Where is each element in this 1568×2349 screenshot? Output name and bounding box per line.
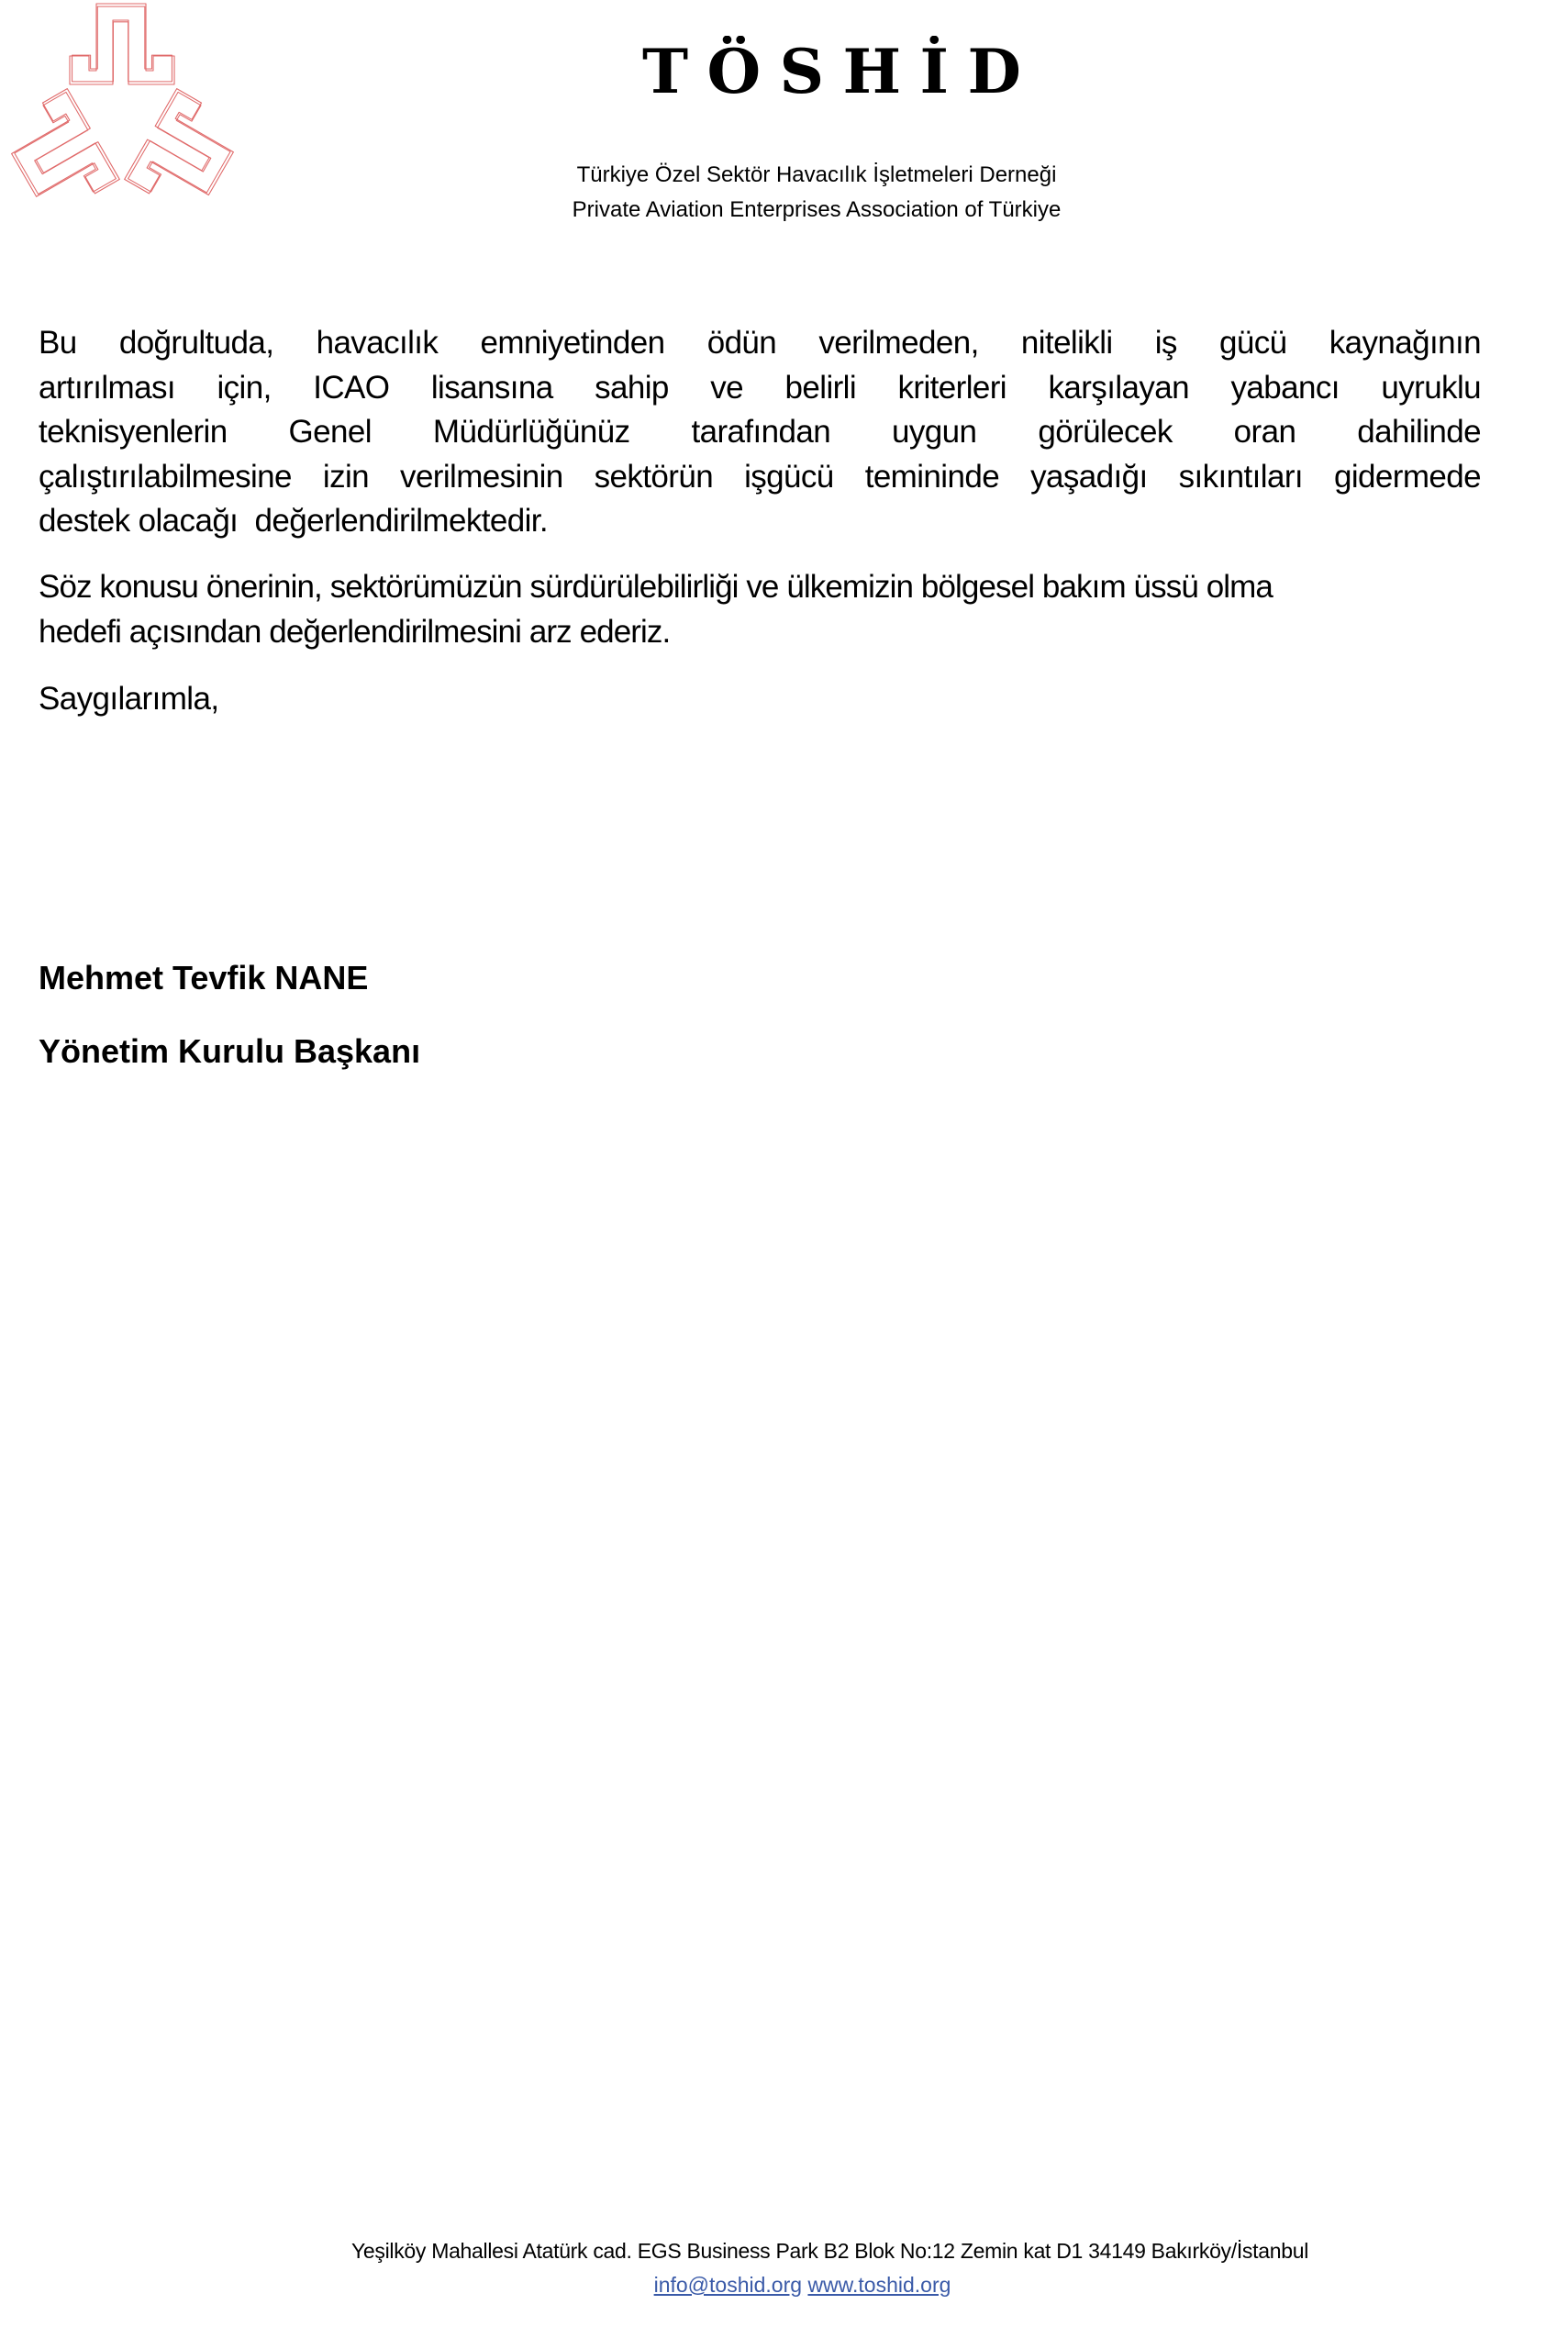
paragraph-2 [39, 565, 1481, 654]
organization-title: TÖSHİD [642, 36, 1040, 107]
organization-subtitle-turkish: Türkiye Özel Sektör Havacılık İşletmeleri Derneği [576, 162, 1057, 187]
website-link[interactable]: www.toshid.org [807, 2273, 951, 2297]
signatory-name: Mehmet Tevfik NANE [39, 959, 369, 996]
organization-subtitle-english: Private Aviation Enterprises Association of Türkiye [572, 197, 1062, 222]
paragraph-2-line: Söz konusu önerinin, sektörümüzün sürdürülebilirliği ve ülkemizin bölgesel bakım üssü olma [39, 569, 1273, 605]
paragraph-1-line: destek olacağı değerlendirilmektedir. [39, 503, 549, 539]
email-link[interactable]: info@toshid.org [653, 2273, 803, 2297]
paragraph-1-line: teknisyenlerin Genel Müdürlüğünüz tarafından uygun görülecek oran dahilinde [39, 414, 1481, 450]
toshid-logo-icon [0, 0, 248, 197]
signatory-title: Yönetim Kurulu Başkanı [39, 1032, 421, 1070]
paragraph-1-line: Bu doğrultuda, havacılık emniyetinden ödün verilmeden, nitelikli iş gücü kaynağının [39, 325, 1481, 361]
closing-salutation: Saygılarımla, [39, 681, 219, 717]
paragraph-1-line: artırılması için, ICAO lisansına sahip ve belirli kriterleri karşılayan yabancı uyruklu [39, 369, 1481, 406]
footer-contact-links [18, 2271, 1568, 2299]
paragraph-2-line: hedefi açısından değerlendirilmesini arz ederiz. [39, 613, 671, 650]
paragraph-1-line: çalıştırılabilmesine izin verilmesinin sektörün işgücü temininde yaşadığı sıkıntıları gidermede [39, 458, 1481, 495]
paragraph-1 [39, 321, 1481, 544]
footer-address: Yeşilköy Mahallesi Atatürk cad. EGS Business Park B2 Blok No:12 Zemin kat D1 34149 Bakırköy/İstanbul [350, 2239, 1309, 2263]
